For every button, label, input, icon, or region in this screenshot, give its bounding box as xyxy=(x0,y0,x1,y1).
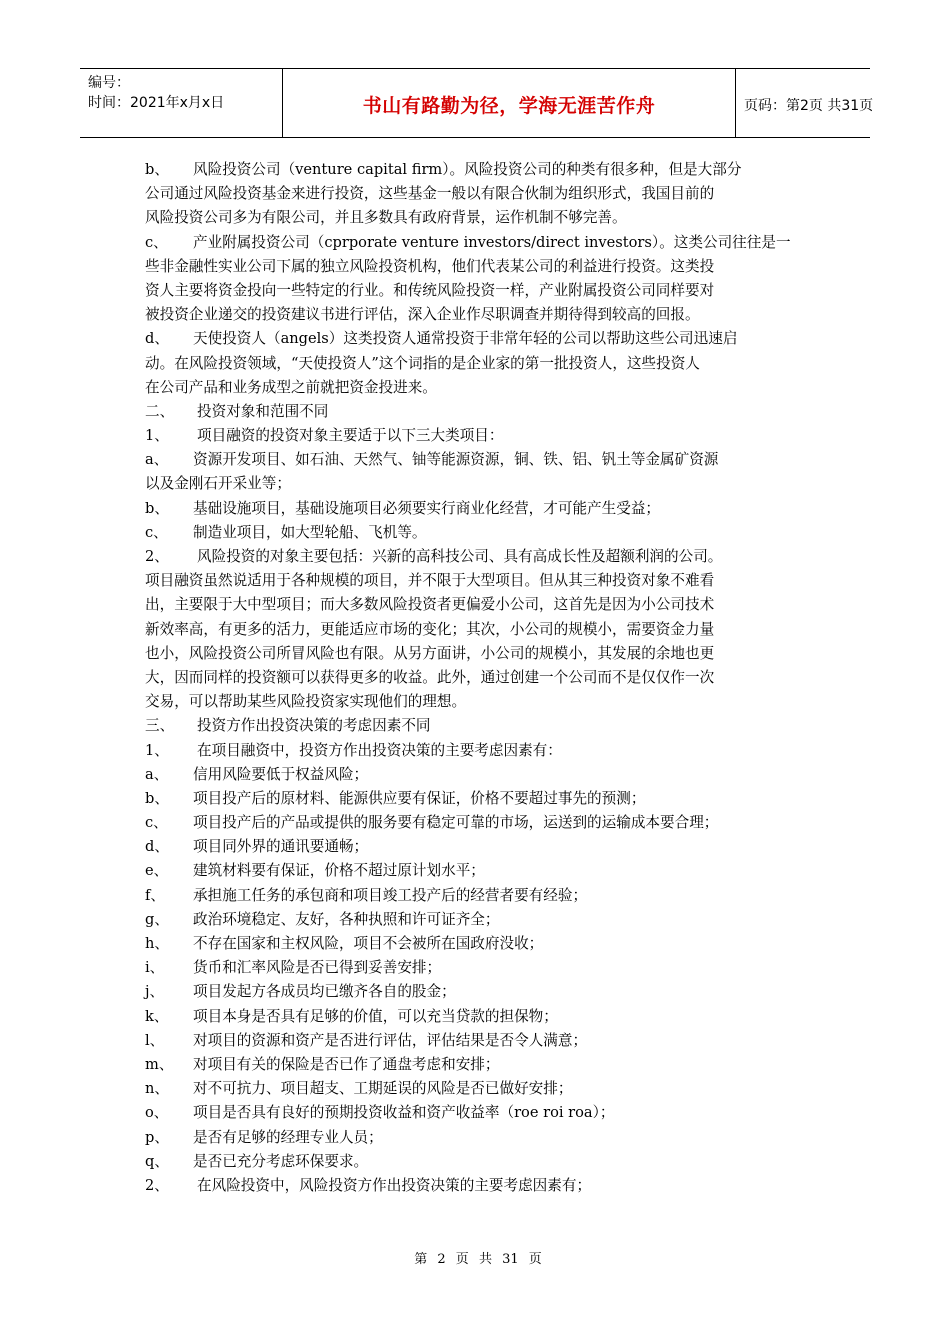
line-text: 对项目有关的保险是否已作了通盘考虑和安排； xyxy=(193,1055,500,1073)
list-marker: d、 xyxy=(145,838,169,856)
text-line xyxy=(145,352,810,376)
text-line xyxy=(145,1101,810,1125)
list-marker: a、 xyxy=(145,765,169,783)
text-line xyxy=(145,1077,810,1101)
list-marker: a、 xyxy=(145,451,169,469)
text-line xyxy=(145,690,810,714)
text-line xyxy=(145,980,810,1004)
line-text: 货币和汇率风险是否已得到妥善安排； xyxy=(193,959,442,977)
line-text: 基础设施项目，基础设施项目必须要实行商业化经营，才可能产生受益； xyxy=(193,499,661,517)
footer-di: 第 xyxy=(414,1252,428,1267)
list-marker: b、 xyxy=(145,161,169,178)
text-line xyxy=(145,787,810,811)
text-line xyxy=(145,448,810,472)
text-line xyxy=(145,811,810,835)
header-right-cell xyxy=(736,69,874,137)
text-line xyxy=(145,400,810,424)
line-text: 投资对象和范围不同 xyxy=(197,402,329,420)
list-marker: 2、 xyxy=(145,1176,169,1194)
line-text: 公司通过风险投资基金来进行投资，这些基金一般以有限合伙制为组织形式，我国目前的 xyxy=(145,185,715,203)
text-line xyxy=(145,206,810,230)
motto: 书山有路勤为径，学海无涯苦作舟 xyxy=(362,95,656,117)
list-marker: f、 xyxy=(145,886,165,904)
text-line xyxy=(145,763,810,787)
text-line xyxy=(145,1150,810,1174)
line-text: 项目投产后的原材料、能源供应要有保证，价格不要超过事先的预测； xyxy=(193,789,646,807)
line-text: 对项目的资源和资产是否进行评估，评估结果是否令人满意； xyxy=(193,1031,588,1049)
text-line xyxy=(145,666,810,690)
text-line xyxy=(145,618,810,642)
line-text: 项目本身是否具有足够的价值，可以充当贷款的担保物； xyxy=(193,1007,558,1025)
line-text: 投资方作出投资决策的考虑因素不同 xyxy=(197,717,431,735)
text-line xyxy=(145,859,810,883)
line-text: 动。在风险投资领域，“天使投资人”这个词指的是企业家的第一批投资人，这些投资人 xyxy=(145,354,700,372)
line-text: 出，主要限于大中型项目；而大多数风险投资者更偏爱小公司，这首先是因为小公司技术 xyxy=(145,596,715,614)
list-marker: p、 xyxy=(145,1128,169,1146)
text-line xyxy=(145,1029,810,1053)
line-text: 项目融资虽然说适用于各种规模的项目，并不限于大型项目。但从其三种投资对象不难看 xyxy=(145,572,715,590)
list-marker: i、 xyxy=(145,959,165,977)
list-marker: h、 xyxy=(145,935,169,952)
list-marker: b、 xyxy=(145,499,169,517)
list-marker: m、 xyxy=(145,1055,174,1073)
line-text: 项目同外界的通讯要通畅； xyxy=(193,838,369,856)
text-line xyxy=(145,739,810,763)
text-line xyxy=(145,642,810,666)
list-marker: b、 xyxy=(145,789,169,807)
list-marker: c、 xyxy=(145,233,168,251)
footer-page-number: 2 xyxy=(437,1252,446,1267)
code-label: 编号： xyxy=(88,75,130,91)
text-line xyxy=(145,255,810,279)
list-marker: n、 xyxy=(145,1080,169,1098)
line-text: 信用风险要低于权益风险； xyxy=(193,765,369,783)
line-text: 政治环境稳定、友好，各种执照和许可证齐全； xyxy=(193,910,500,928)
text-line xyxy=(145,1005,810,1029)
line-text: 是否已充分考虑环保要求。 xyxy=(193,1152,369,1170)
text-line xyxy=(145,279,810,303)
line-text: 是否有足够的经理专业人员； xyxy=(193,1128,383,1146)
text-line xyxy=(145,158,810,182)
list-marker: l、 xyxy=(145,1031,165,1049)
line-text: 在公司产品和业务成型之前就把资金投进来。 xyxy=(145,378,437,396)
list-marker: c、 xyxy=(145,523,168,541)
list-marker: q、 xyxy=(145,1152,169,1170)
line-text: 项目投产后的产品或提供的服务要有稳定可靠的市场，运送到的运输成本要合理； xyxy=(193,814,719,832)
line-text: 在风险投资中，风险投资方作出投资决策的主要考虑因素有； xyxy=(197,1176,592,1194)
line-text: 天使投资人（angels）这类投资人通常投资于非常年轻的公司以帮助这些公司迅速启 xyxy=(193,330,738,348)
text-line xyxy=(145,835,810,859)
text-line xyxy=(145,303,810,327)
list-marker: k、 xyxy=(145,1007,169,1025)
text-line xyxy=(145,376,810,400)
line-text: 风险投资的对象主要包括：兴新的高科技公司、具有高成长性及超额利润的公司。 xyxy=(197,548,723,565)
line-text: 大，因而同样的投资额可以获得更多的收益。此外，通过创建一个公司而不是仅仅作一次 xyxy=(145,668,715,686)
list-marker: g、 xyxy=(145,910,169,928)
line-text: 项目发起方各成员均已缴齐各自的股金； xyxy=(193,983,456,1001)
header-motto-cell xyxy=(283,69,736,137)
text-line xyxy=(145,714,810,738)
header-left-cell xyxy=(80,69,283,137)
line-text: 建筑材料要有保证，价格不超过原计划水平； xyxy=(193,862,485,880)
list-marker: 2、 xyxy=(145,548,169,565)
list-marker: d、 xyxy=(145,330,169,348)
text-line xyxy=(145,521,810,545)
footer-total-pages: 31 xyxy=(502,1252,519,1267)
text-line xyxy=(145,569,810,593)
line-text: 资源开发项目、如石油、天然气、铀等能源资源，铜、铁、铝、钒土等金属矿资源 xyxy=(193,451,719,469)
line-text: 承担施工任务的承包商和项目竣工投产后的经营者要有经验； xyxy=(193,886,588,904)
line-text: 产业附属投资公司（cprporate venture investors/direct investors）。这类公司往往是一 xyxy=(193,233,791,251)
text-line xyxy=(145,182,810,206)
text-line xyxy=(145,424,810,448)
text-line xyxy=(145,908,810,932)
list-marker: c、 xyxy=(145,814,168,832)
line-text: 新效率高，有更多的活力，更能适应市场的变化；其次，小公司的规模小，需要资金力量 xyxy=(145,620,715,638)
footer-ye: 页 xyxy=(455,1252,469,1267)
line-text: 交易，可以帮助某些风险投资家实现他们的理想。 xyxy=(145,693,467,711)
text-line xyxy=(145,1053,810,1077)
list-marker: 二、 xyxy=(145,402,175,420)
line-text: 项目融资的投资对象主要适于以下三大类项目： xyxy=(197,427,504,445)
text-line xyxy=(145,956,810,980)
line-text: 被投资企业递交的投资建议书进行评估，深入企业作尽职调查并期待得到较高的回报。 xyxy=(145,306,700,324)
text-line xyxy=(145,932,810,956)
footer-gong: 共 xyxy=(478,1252,492,1267)
page-info: 页码：第2页 共31页 xyxy=(744,98,874,114)
list-marker: e、 xyxy=(145,862,169,880)
page-header xyxy=(80,68,874,138)
line-text: 项目是否具有良好的预期投资收益和资产收益率（roe roi roa）； xyxy=(193,1104,615,1122)
text-line xyxy=(145,472,810,496)
text-line xyxy=(145,884,810,908)
line-text: 不存在国家和主权风险，项目不会被所在国政府没收； xyxy=(193,935,544,952)
list-marker: o、 xyxy=(145,1104,169,1122)
line-text: 风险投资公司（venture capital firm）。风险投资公司的种类有很多种，但是大部分 xyxy=(193,161,742,178)
text-line xyxy=(145,593,810,617)
text-line xyxy=(145,545,810,569)
page-footer xyxy=(0,1248,950,1267)
list-marker: 1、 xyxy=(145,741,169,759)
list-marker: j、 xyxy=(145,983,165,1001)
line-text: 对不可抗力、项目超支、工期延误的风险是否已做好安排； xyxy=(193,1080,573,1098)
text-line xyxy=(145,497,810,521)
line-text: 些非金融性实业公司下属的独立风险投资机构，他们代表某公司的利益进行投资。这类投 xyxy=(145,257,715,275)
text-line xyxy=(145,1174,810,1198)
line-text: 资人主要将资金投向一些特定的行业。和传统风险投资一样，产业附属投资公司同样要对 xyxy=(145,281,715,299)
text-line xyxy=(145,1126,810,1150)
document-body xyxy=(145,158,810,1198)
text-line xyxy=(145,327,810,351)
line-text: 也小，风险投资公司所冒风险也有限。从另方面讲，小公司的规模小，其发展的余地也更 xyxy=(145,644,715,662)
list-marker: 1、 xyxy=(145,427,169,445)
line-text: 以及金刚石开采业等； xyxy=(145,475,291,493)
text-line xyxy=(145,231,810,255)
list-marker: 三、 xyxy=(145,717,175,735)
date-label: 时间：2021年x月x日 xyxy=(88,95,225,111)
line-text: 风险投资公司多为有限公司，并且多数具有政府背景，运作机制不够完善。 xyxy=(145,209,627,227)
line-text: 在项目融资中，投资方作出投资决策的主要考虑因素有： xyxy=(197,741,562,759)
footer-ye-2: 页 xyxy=(528,1252,542,1267)
line-text: 制造业项目，如大型轮船、飞机等。 xyxy=(193,523,427,541)
